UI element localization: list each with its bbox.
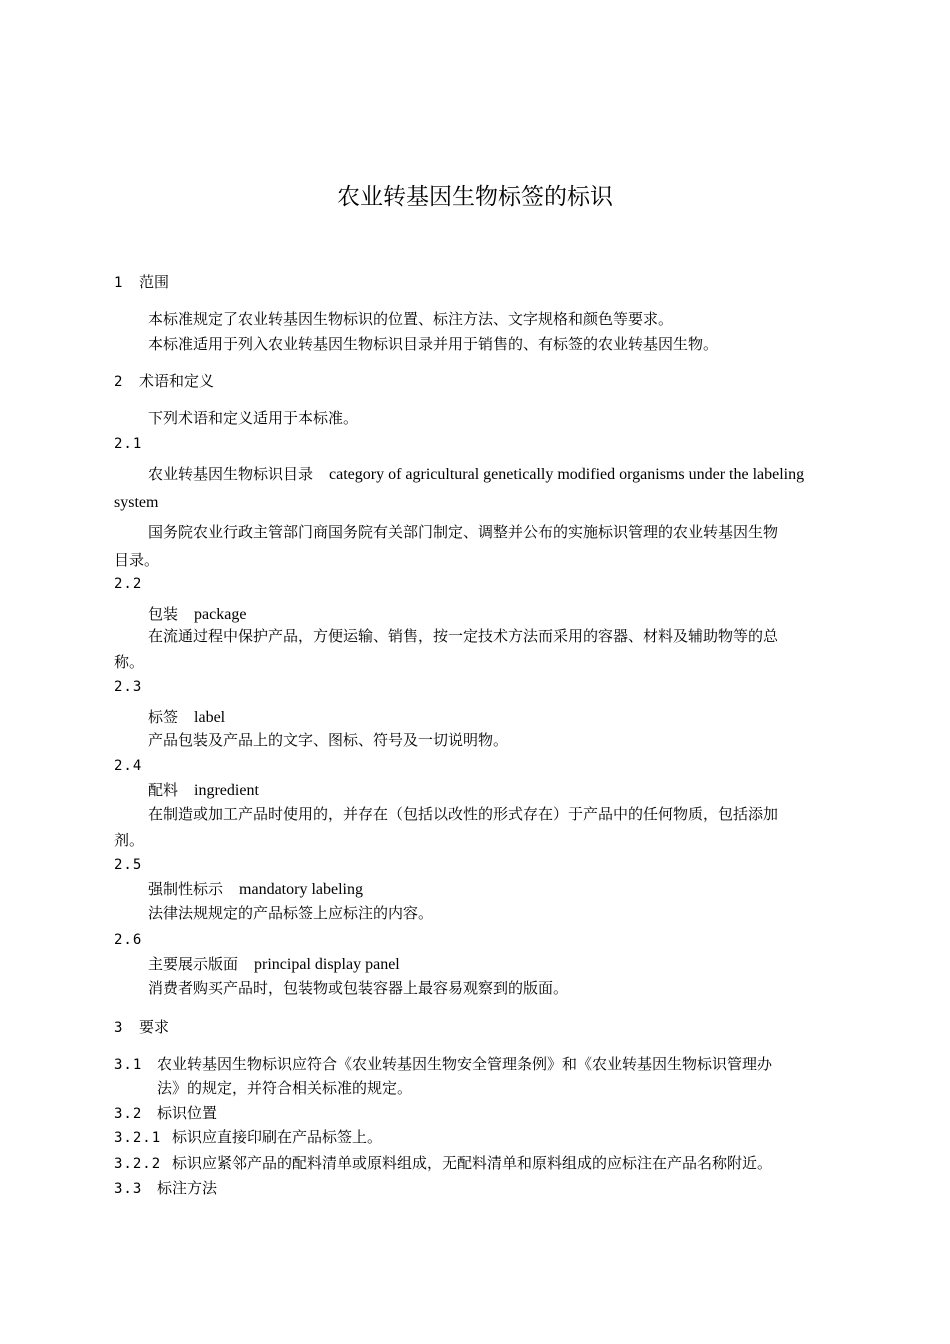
- term-english: label: [194, 709, 226, 726]
- clause-3-2-number: 3.2: [114, 1106, 143, 1122]
- section-1-heading: 范围: [139, 273, 170, 291]
- term-heading: [148, 709, 225, 726]
- term-name: 配料: [148, 781, 179, 799]
- term-english: mandatory labeling: [239, 881, 363, 898]
- clause-3-3-heading: 标注方法: [157, 1179, 218, 1197]
- term-english: principal display panel: [254, 956, 400, 973]
- term-english: ingredient: [194, 782, 259, 799]
- clause-3-3-number: 3.3: [114, 1181, 143, 1197]
- term-definition: 国务院农业行政主管部门商国务院有关部门制定、调整并公布的实施标识管理的农业转基因生物: [148, 523, 779, 541]
- term-name: 强制性标示: [148, 880, 224, 898]
- clause-3-1-text: 农业转基因生物标识应符合《农业转基因生物安全管理条例》和《农业转基因生物标识管理办: [157, 1055, 773, 1073]
- term-name: 包装: [148, 605, 179, 623]
- term-heading: [148, 782, 259, 799]
- document-title: 农业转基因生物标签的标识: [337, 184, 613, 210]
- clause-3-1-number: 3.1: [114, 1057, 143, 1073]
- section-1-number: 1: [114, 275, 124, 291]
- term-heading: [148, 606, 246, 623]
- section-2-number: 2: [114, 374, 124, 390]
- term-number: 2.1: [114, 436, 143, 452]
- section-1-paragraph-2: 本标准适用于列入农业转基因生物标识目录并用于销售的、有标签的农业转基因生物。: [148, 335, 719, 353]
- section-1-paragraph-1: 本标准规定了农业转基因生物标识的位置、标注方法、文字规格和颜色等要求。: [148, 310, 674, 328]
- section-2-heading: 术语和定义: [139, 372, 215, 390]
- term-name: 农业转基因生物标识目录: [148, 465, 314, 483]
- term-english: category of agricultural genetically modified organisms under the labeling: [329, 466, 805, 483]
- clause-3-1-text-continued: 法》的规定，并符合相关标准的规定。: [157, 1079, 413, 1097]
- term-heading: [148, 881, 363, 898]
- term-heading: [148, 466, 804, 483]
- term-definition: 产品包装及产品上的文字、图标、符号及一切说明物。: [148, 731, 509, 749]
- term-english: package: [194, 606, 247, 623]
- term-number: 2.3: [114, 679, 143, 695]
- clause-3-2-1-text: 标识应直接印刷在产品标签上。: [172, 1128, 383, 1146]
- term-name: 主要展示版面: [148, 955, 239, 973]
- term-definition: 在制造或加工产品时使用的，并存在（包括以改性的形式存在）于产品中的任何物质，包括添加: [148, 805, 779, 823]
- term-english-continued: system: [114, 494, 159, 511]
- term-definition: 法律法规规定的产品标签上应标注的内容。: [148, 904, 434, 922]
- term-definition-continued: 目录。: [114, 551, 160, 569]
- term-definition: 消费者购买产品时，包装物或包装容器上最容易观察到的版面。: [148, 979, 569, 997]
- term-name: 标签: [148, 708, 179, 726]
- term-definition-continued: 称。: [114, 653, 145, 671]
- term-definition-continued: 剂。: [114, 831, 145, 849]
- clause-3-2-2-text: 标识应紧邻产品的配料清单或原料组成，无配料清单和原料组成的应标注在产品名称附近。: [172, 1154, 773, 1172]
- section-3-heading: 要求: [139, 1018, 170, 1036]
- section-3-number: 3: [114, 1020, 124, 1036]
- clause-3-2-2-number: 3.2.2: [114, 1156, 162, 1172]
- term-number: 2.2: [114, 576, 143, 592]
- term-number: 2.5: [114, 857, 143, 873]
- term-heading: [148, 956, 400, 973]
- term-number: 2.6: [114, 932, 143, 948]
- clause-3-2-heading: 标识位置: [157, 1104, 218, 1122]
- section-2-intro: 下列术语和定义适用于本标准。: [148, 409, 359, 427]
- term-number: 2.4: [114, 758, 143, 774]
- clause-3-2-1-number: 3.2.1: [114, 1130, 162, 1146]
- term-definition: 在流通过程中保护产品，方便运输、销售，按一定技术方法而采用的容器、材料及辅助物等的总: [148, 627, 779, 645]
